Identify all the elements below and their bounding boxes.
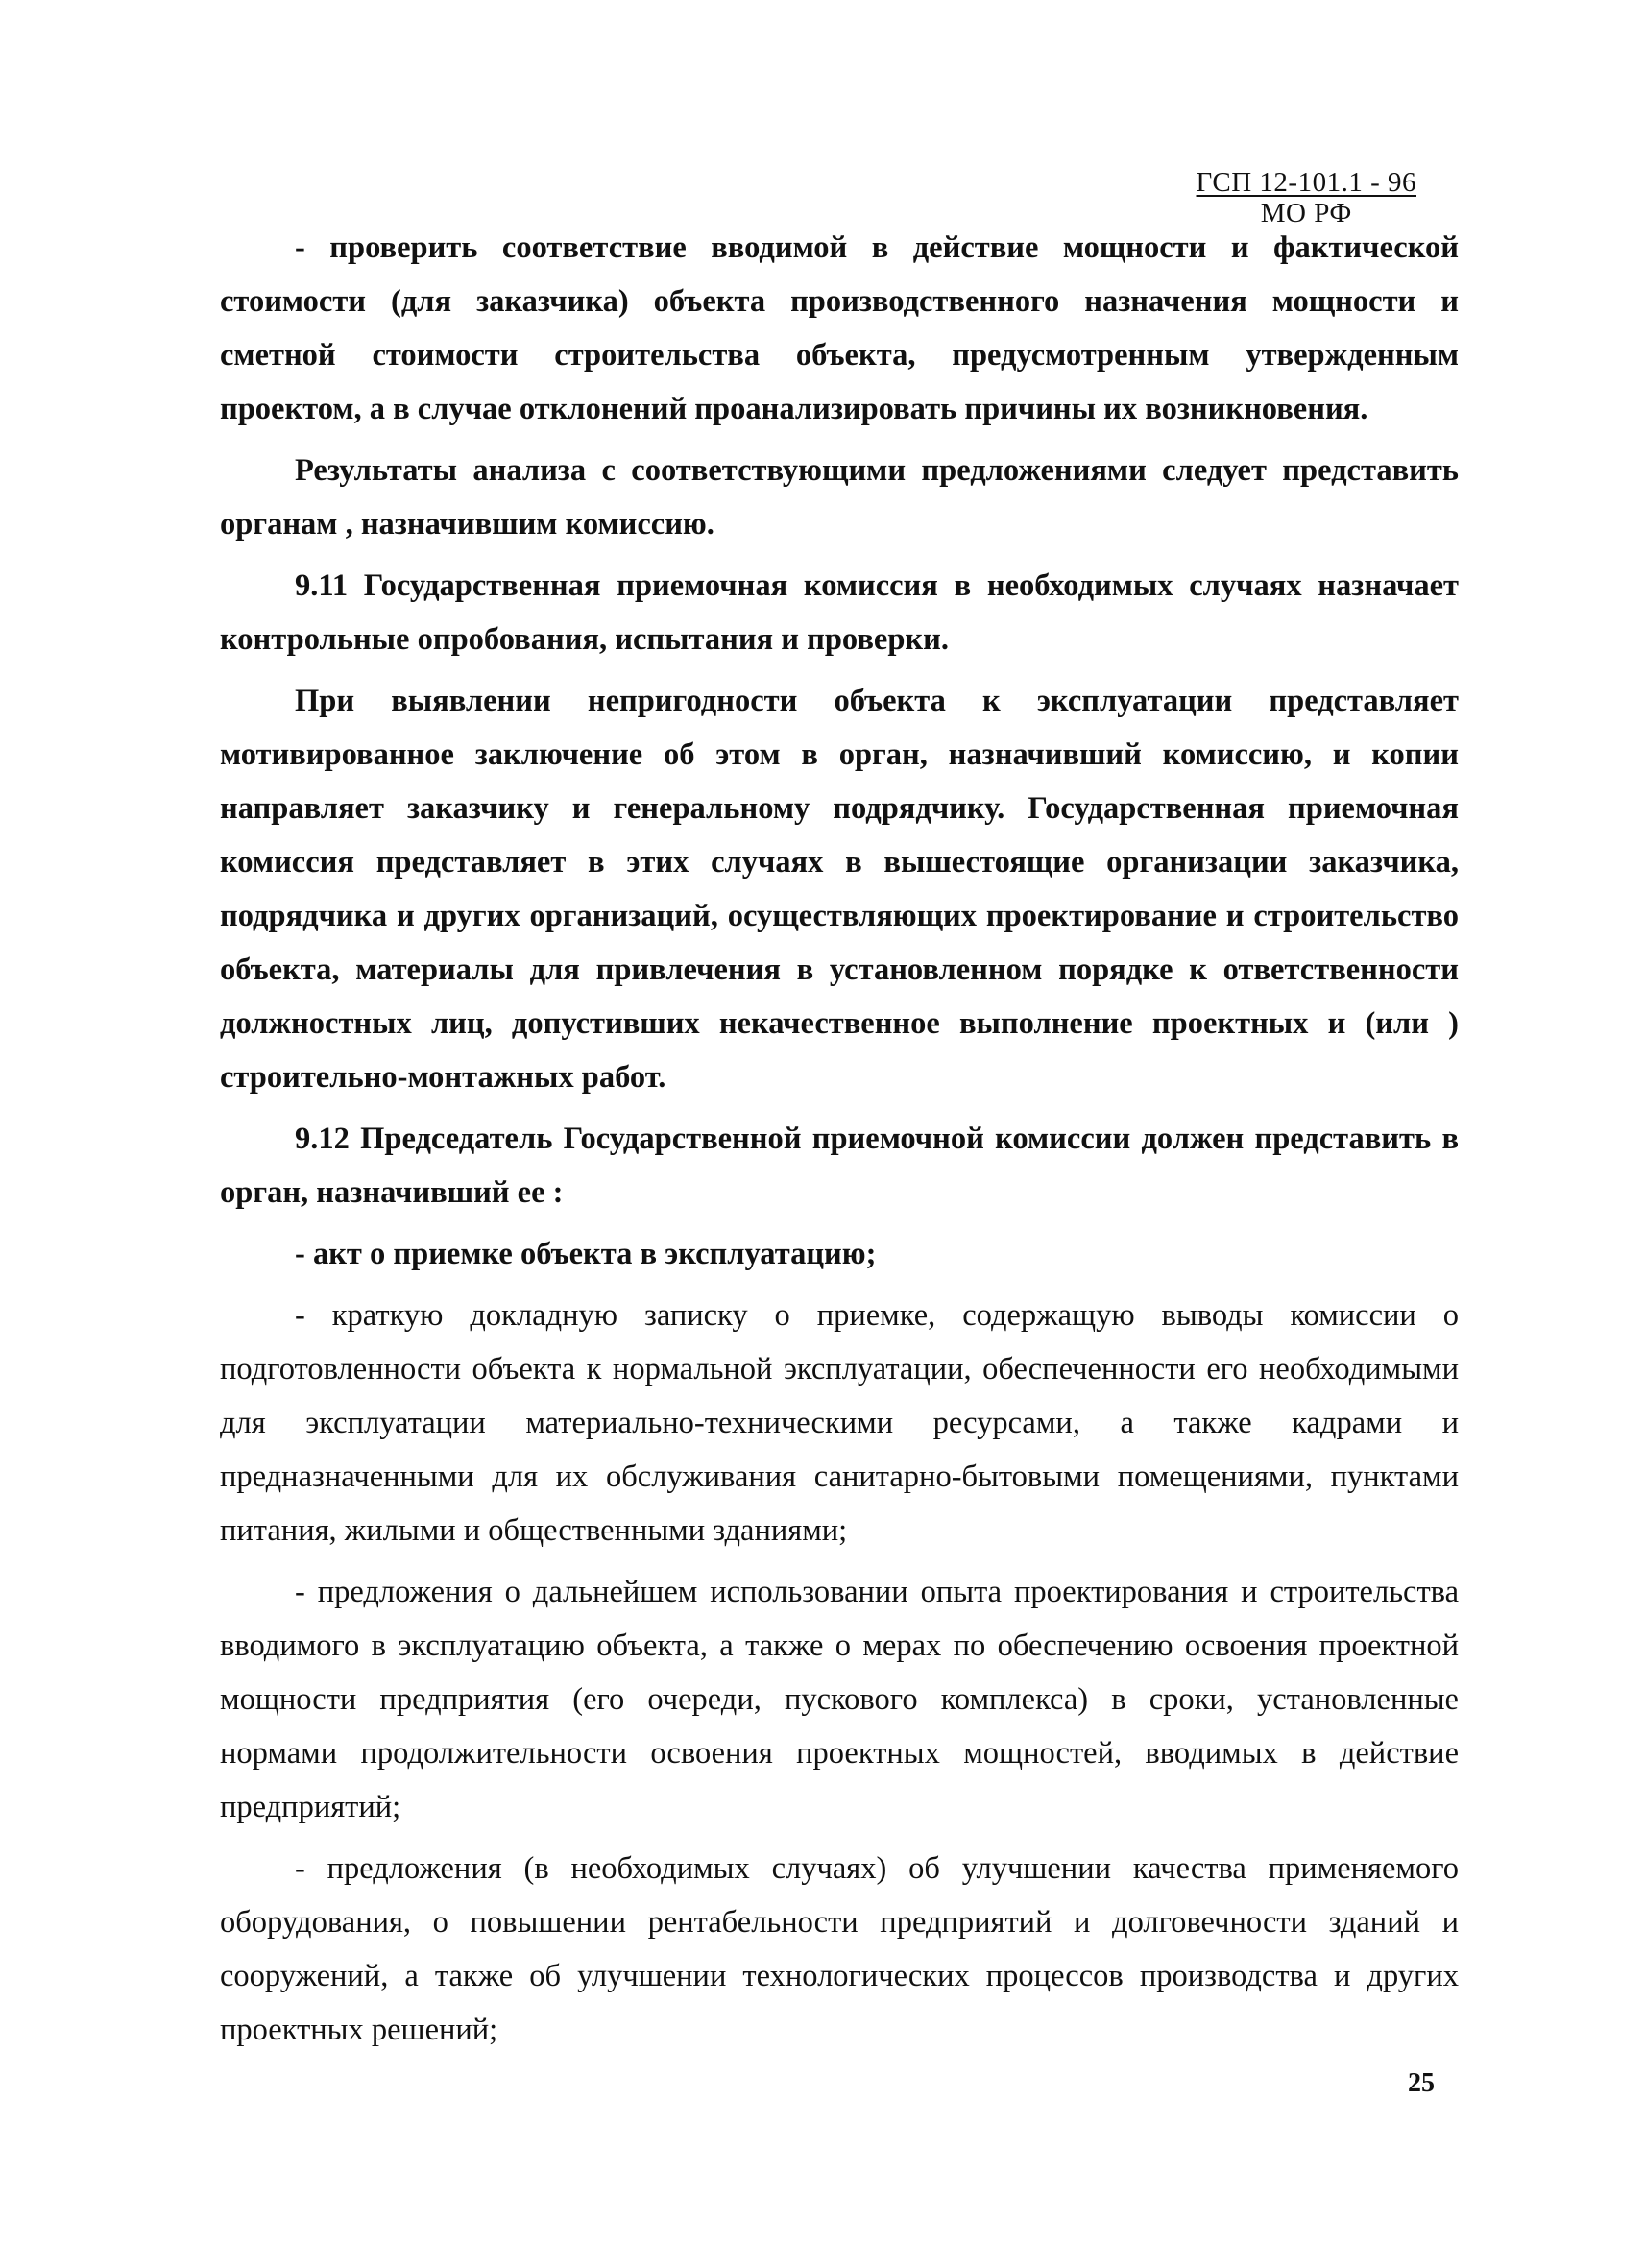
organization-label: МО РФ [1260, 198, 1352, 229]
document-code: ГСП 12-101.1 - 96 [1196, 167, 1416, 198]
paragraph-6: - акт о приемке объекта в эксплуатацию; [295, 1237, 877, 1271]
paragraph-5: 9.12 Председатель Государственной приемочной комиссии должен представить в орган, назначивший ее : [220, 1122, 1459, 1210]
document-body [220, 221, 1459, 2064]
paragraph-2: Результаты анализа с соответствующими предложениями следует представить органам , назначившим комиссию. [220, 453, 1459, 542]
paragraph-4: При выявлении непригодности объекта к эксплуатации представляет мотивированное заключение об этом в орган, назначивший комиссию, и копии направляет заказчику и генеральному подрядчику. Государственная приемочная комиссия представляет в этих случаях в вышестоящие организации заказчика, подрядчика и других организаций, осуществляющих проектирование и строительство объекта, материалы для привлечения в установленном порядке к ответственности должностных лиц, допустивших некачественное выполнение проектных и (или ) строительно-монтажных работ. [220, 684, 1459, 1095]
paragraph-1: - проверить соответствие вводимой в действие мощности и фактической стоимости (для заказчика) объекта производственного назначения мощности и сметной стоимости строительства объекта, предусмотренным утвержденным проектом, а в случае отклонений проанализировать причины их возникновения. [220, 230, 1459, 426]
document-header [1197, 167, 1416, 229]
paragraph-9: - предложения (в необходимых случаях) об улучшении качества применяемого оборудования, о повышении рентабельности предприятий и долговечности зданий и сооружений, а также об улучшении технологических процессов производства и других проектных решений; [220, 1851, 1459, 2047]
page-number: 25 [1408, 2068, 1435, 2098]
paragraph-3: 9.11 Государственная приемочная комиссия в необходимых случаях назначает контрольные опробования, испытания и проверки. [220, 568, 1459, 657]
paragraph-8: - предложения о дальнейшем использовании опыта проектирования и строительства вводимого в эксплуатацию объекта, а также о мерах по обеспечению освоения проектной мощности предприятия (его очереди, пускового комплекса) в сроки, установленные нормами продолжительности освоения проектных мощностей, вводимых в действие предприятий; [220, 1575, 1459, 1824]
paragraph-7: - краткую докладную записку о приемке, содержащую выводы комиссии о подготовленности объекта к нормальной эксплуатации, обеспеченности его необходимыми для эксплуатации материально-техническими ресурсами, а также кадрами и предназначенными для их обслуживания санитарно-бытовыми помещениями, пунктами питания, жилыми и общественными зданиями; [220, 1298, 1459, 1548]
